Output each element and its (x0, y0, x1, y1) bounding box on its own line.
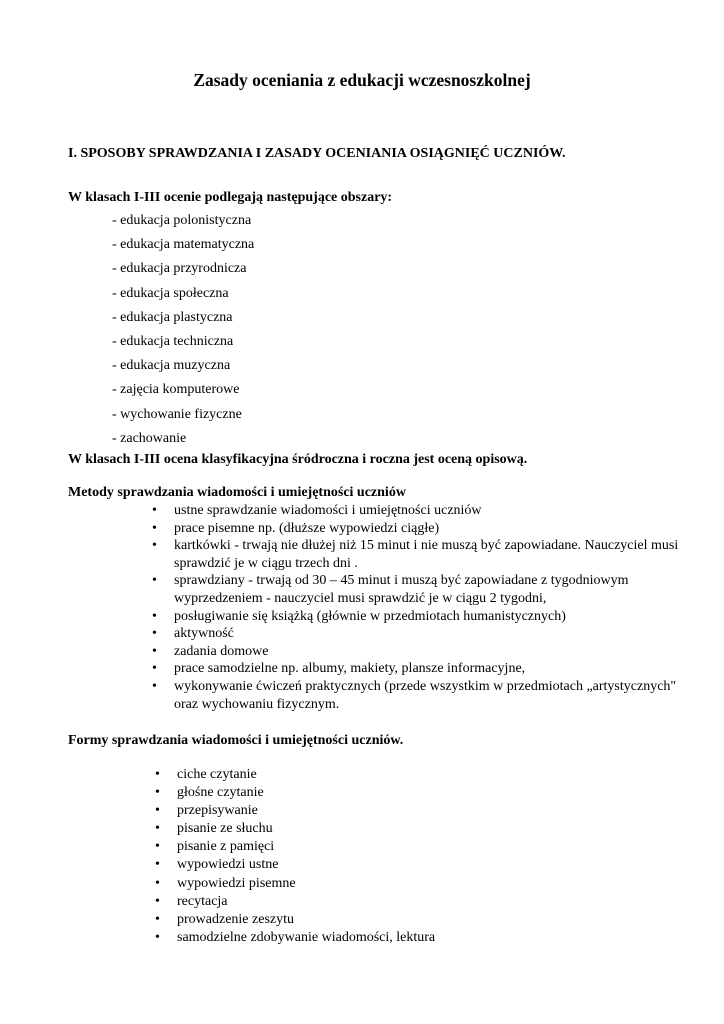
methods-heading: Metody sprawdzania wiadomości i umiejętności uczniów (68, 485, 406, 500)
list-item: - edukacja polonistyczna (112, 213, 252, 228)
list-item (152, 608, 694, 626)
list-item-text: posługiwanie się książką (głównie w przedmiotach humanistycznych) (174, 608, 566, 624)
list-item (152, 643, 694, 661)
list-item: - zachowanie (112, 430, 187, 446)
list-item (155, 766, 435, 784)
list-item (155, 911, 435, 929)
list-item (152, 520, 694, 538)
list-item-text: sprawdziany - trwają od 30 – 45 minut i muszą być zapowiadane z tygodniowym wyprzedzeniem - nauczyciel musi sprawdzić je w ciągu 2 tygodni, (174, 573, 629, 606)
bullet-icon: • (155, 803, 160, 819)
list-item-text: wypowiedzi pisemne (177, 875, 296, 891)
bullet-icon: • (155, 857, 160, 873)
list-item-text: przepisywanie (177, 803, 258, 819)
bullet-icon: • (155, 821, 160, 837)
list-item-text: pisanie z pamięci (177, 839, 275, 855)
bullet-icon: • (155, 875, 160, 891)
list-item: - edukacja przyrodnicza (112, 261, 247, 277)
list-item (155, 893, 435, 911)
list-item: - edukacja techniczna (112, 333, 234, 349)
bullet-icon: • (155, 839, 160, 855)
list-item: - edukacja plastyczna (112, 309, 233, 325)
list-item-text: ustne sprawdzanie wiadomości i umiejętności uczniów (174, 503, 482, 518)
forms-heading: Formy sprawdzania wiadomości i umiejętności uczniów. (68, 733, 404, 748)
bullet-icon: • (155, 911, 160, 927)
list-item-text: samodzielne zdobywanie wiadomości, lektura (177, 929, 436, 945)
bullet-icon: • (155, 785, 160, 801)
list-item-text: kartkówki - trwają nie dłużej niż 15 minut i nie muszą być zapowiadane. Nauczyciel musi sprawdzić je w ciągu trzech dni . (174, 538, 679, 571)
methods-list (152, 502, 694, 713)
list-item (152, 625, 694, 643)
list-item (152, 678, 694, 713)
list-item (155, 802, 435, 820)
bullet-icon: • (152, 643, 157, 659)
bullet-icon: • (152, 503, 157, 518)
bullet-icon: • (152, 626, 157, 642)
list-item (155, 820, 435, 838)
bullet-icon: • (155, 893, 160, 909)
bullet-icon: • (152, 608, 157, 624)
list-item-text: aktywność (174, 626, 234, 642)
list-item (155, 929, 436, 947)
list-item-text: prace pisemne np. (dłuższe wypowiedzi ciągłe) (174, 520, 440, 536)
list-item-text: prace samodzielne np. albumy, makiety, plansze informacyjne, (174, 661, 526, 677)
list-item (155, 856, 435, 874)
list-item (155, 875, 435, 893)
document-title: Zasady oceniania z edukacji wczesnoszkolnej (193, 70, 531, 90)
bullet-icon: • (152, 661, 157, 677)
list-item: - edukacja społeczna (112, 285, 229, 301)
list-item-text: ciche czytanie (177, 767, 257, 782)
bullet-icon: • (152, 538, 157, 554)
classification-note: W klasach I-III ocena klasyfikacyjna śródroczna i roczna jest oceną opisową. (68, 452, 528, 467)
forms-list (155, 766, 436, 947)
list-item-text: wypowiedzi ustne (177, 857, 279, 873)
areas-list (112, 211, 254, 453)
list-item (152, 660, 694, 678)
list-item (152, 572, 694, 607)
list-item-text: pisanie ze słuchu (177, 821, 273, 837)
section-heading: I. SPOSOBY SPRAWDZANIA I ZASADY OCENIANIA OSIĄGNIĘĆ UCZNIÓW. (68, 146, 566, 161)
bullet-icon: • (152, 573, 157, 589)
list-item-text: recytacja (177, 893, 228, 909)
list-item-text: zadania domowe (174, 643, 269, 659)
list-item: - zajęcia komputerowe (112, 382, 240, 398)
list-item (152, 537, 694, 572)
list-item (155, 838, 435, 856)
list-item (152, 502, 694, 520)
list-item (155, 784, 435, 802)
list-item: - wychowanie fizyczne (112, 406, 242, 422)
bullet-icon: • (155, 929, 160, 945)
list-item: - edukacja matematyczna (112, 237, 255, 253)
bullet-icon: • (155, 767, 160, 782)
list-item: - edukacja muzyczna (112, 358, 231, 374)
list-item-text: wykonywanie ćwiczeń praktycznych (przede wszystkim w przedmiotach „artystycznych" oraz wychowaniu fizycznym. (174, 678, 677, 712)
bullet-icon: • (152, 520, 157, 536)
bullet-icon: • (152, 678, 157, 694)
areas-heading: W klasach I-III ocenie podlegają następujące obszary: (68, 190, 393, 205)
list-item-text: prowadzenie zeszytu (177, 911, 294, 927)
list-item-text: głośne czytanie (177, 785, 264, 801)
